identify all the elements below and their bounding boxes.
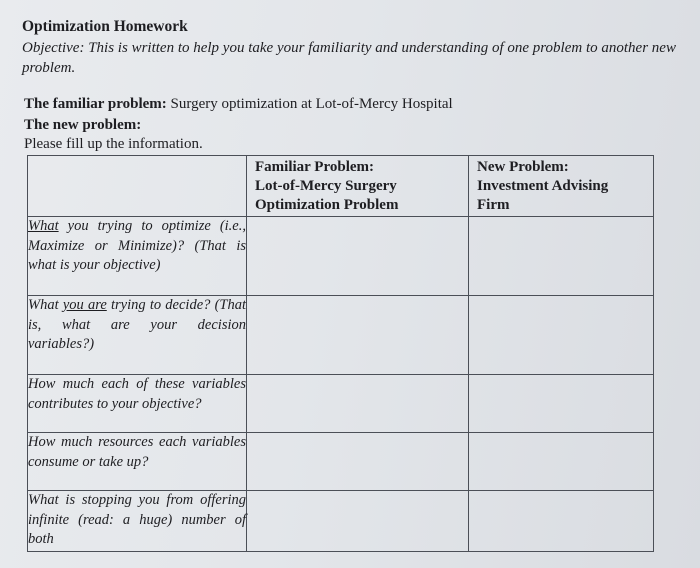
- question-objective-rest: you trying to optimize (i.e., Maximize or Minimize)? (That is what is your objective): [28, 218, 246, 273]
- answer-familiar-decision-variables[interactable]: [247, 296, 469, 375]
- answer-familiar-contribution[interactable]: [247, 375, 469, 433]
- familiar-problem-line: [24, 96, 453, 113]
- fill-instruction: Please fill up the information.: [24, 136, 203, 152]
- familiar-problem-label: The familiar problem:: [24, 96, 167, 112]
- table-row: [28, 433, 654, 491]
- familiar-problem-value: Surgery optimization at Lot-of-Mercy Hospital: [170, 96, 453, 112]
- document-title: Optimization Homework: [22, 18, 188, 35]
- answer-new-objective[interactable]: [469, 217, 654, 296]
- table-header-row: [28, 156, 654, 217]
- table-row: [28, 491, 654, 552]
- header-familiar-line-1: Familiar Problem:: [255, 159, 375, 175]
- answer-new-resources[interactable]: [469, 433, 654, 491]
- new-problem-label: The new problem:: [24, 117, 142, 133]
- header-familiar-line-2: Lot-of-Mercy Surgery: [255, 178, 397, 194]
- answer-familiar-constraints[interactable]: [247, 491, 469, 552]
- objective-text: Objective: This is written to help you take your familiarity and understanding of one problem to another new problem.: [22, 40, 676, 76]
- table-row: [28, 375, 654, 433]
- header-familiar-problem: [247, 156, 469, 217]
- header-new-line-1: New Problem:: [477, 159, 569, 175]
- question-resources: How much resources each variables consume or take up?: [28, 433, 247, 491]
- answer-new-constraints[interactable]: [469, 491, 654, 552]
- question-decision-lead: What: [28, 297, 63, 313]
- header-new-line-2: Investment Advising: [477, 178, 609, 194]
- question-objective-lead: What: [28, 218, 59, 234]
- header-new-line-3: Firm: [477, 197, 510, 213]
- table-row: [28, 217, 654, 296]
- header-blank: [28, 156, 247, 217]
- table-row: [28, 296, 654, 375]
- question-decision-underlined: you are: [62, 297, 107, 313]
- question-decision-rest: trying to decide? (That is, what are your decision variables?): [28, 297, 247, 352]
- header-new-problem: [469, 156, 654, 217]
- question-decision-variables: [28, 296, 247, 375]
- answer-new-contribution[interactable]: [469, 375, 654, 433]
- answer-new-decision-variables[interactable]: [469, 296, 654, 375]
- question-objective: [28, 217, 247, 296]
- answer-familiar-resources[interactable]: [247, 433, 469, 491]
- question-contribution: How much each of these variables contributes to your objective?: [28, 375, 247, 433]
- question-constraints: What is stopping you from offering infinite (read: a huge) number of both: [28, 491, 247, 552]
- answer-familiar-objective[interactable]: [247, 217, 469, 296]
- header-familiar-line-3: Optimization Problem: [255, 197, 399, 213]
- comparison-table: [27, 155, 654, 552]
